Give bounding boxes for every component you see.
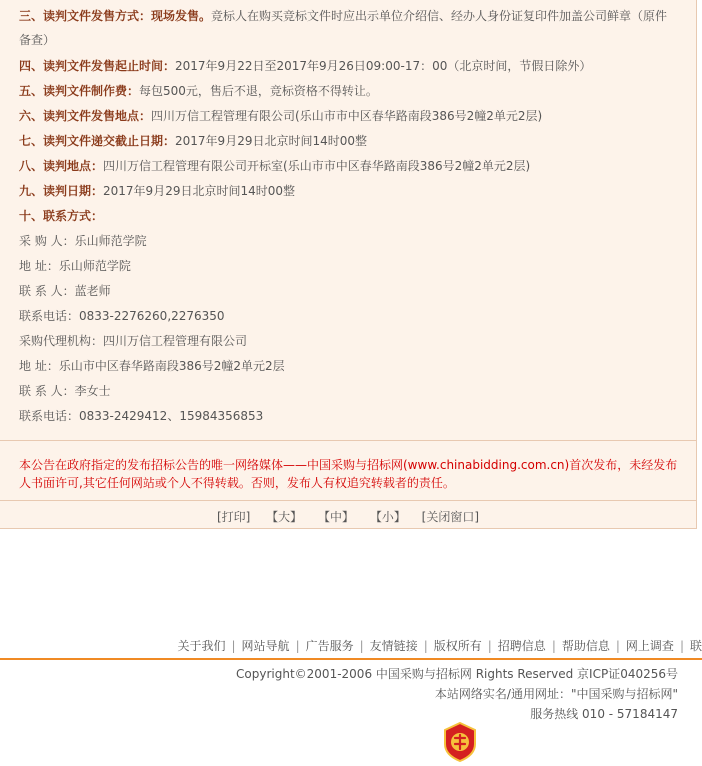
footer-nav	[177, 637, 702, 654]
footer-info	[236, 664, 678, 724]
section-4	[19, 58, 591, 74]
separator: |	[615, 639, 620, 653]
section-label: 七、读判文件递交截止日期：	[19, 134, 176, 148]
footer-link-contact[interactable]: 联	[689, 639, 702, 653]
section-value: 每包500元，售后不退，竞标资格不得转让。	[139, 84, 378, 98]
realname-text: 本站网络实名/通用网址："中国采购与招标网"	[434, 687, 678, 701]
section-label: 十、联系方式：	[19, 209, 104, 223]
section-7	[19, 133, 367, 149]
footer-link-about[interactable]: 关于我们	[177, 639, 226, 653]
contact-line: 采 购 人：乐山师范学院	[19, 234, 147, 248]
footer-link-help[interactable]: 帮助信息	[561, 639, 610, 653]
font-medium-link[interactable]: 【中】	[317, 510, 354, 524]
footer-link-copyright[interactable]: 版权所有	[433, 639, 482, 653]
footer-link-friends[interactable]: 友情链接	[369, 639, 418, 653]
contact-line: 采购代理机构：四川万信工程管理有限公司	[19, 334, 248, 348]
section-value: 四川万信工程管理有限公司开标室(乐山市市中区春华路南段386号2幢2单元2层)	[103, 159, 531, 173]
contact-line: 联 系 人：蓝老师	[19, 284, 111, 298]
section-5	[19, 83, 378, 99]
footer-divider	[0, 658, 702, 660]
separator: |	[679, 639, 684, 653]
section-value: 2017年9月29日北京时间14时00整	[175, 134, 367, 148]
font-small-link[interactable]: 【小】	[369, 510, 406, 524]
separator: |	[551, 639, 556, 653]
section-3	[19, 4, 677, 52]
copyright-text: Copyright©2001-2006 中国采购与招标网 Rights Reserved 京ICP证040256号	[236, 667, 678, 681]
section-label: 五、读判文件制作费：	[19, 84, 140, 98]
section-9	[19, 183, 295, 199]
print-link[interactable]: [打印]	[216, 510, 251, 524]
section-value: 2017年9月29日北京时间14时00整	[103, 184, 295, 198]
section-label: 三、读判文件发售方式：现场发售。	[19, 9, 212, 23]
section-label: 六、读判文件发售地点：	[19, 109, 152, 123]
contact-line: 联系电话：0833-2429412、15984356853	[19, 409, 264, 423]
footer-link-sitemap[interactable]: 网站导航	[241, 639, 290, 653]
divider	[0, 440, 696, 441]
separator: |	[487, 639, 492, 653]
contact-line: 联系电话：0833-2276260,2276350	[19, 309, 225, 323]
page-actions	[0, 508, 696, 525]
separator: |	[295, 639, 300, 653]
emblem-seal-icon	[442, 722, 478, 762]
contact-line: 地 址：乐山市中区春华路南段386号2幢2单元2层	[19, 359, 285, 373]
separator: |	[231, 639, 236, 653]
section-value: 竞标人在购买竞标文件时应出示单位介绍信、经办人身份证复印件加盖公司鲜章（原件备查）	[19, 9, 668, 47]
separator: |	[359, 639, 364, 653]
copyright-notice: 本公告在政府指定的发布招标公告的唯一网络媒体——中国采购与招标网(www.chinabidding.com.cn)首次发布，未经发布人书面许可,其它任何网站或个人不得转载。否则，发布人有权追究转载者的责任。	[19, 458, 678, 490]
section-label: 九、读判日期：	[19, 184, 104, 198]
divider	[0, 500, 696, 501]
footer-link-jobs[interactable]: 招聘信息	[497, 639, 546, 653]
section-8	[19, 158, 530, 174]
hotline-text: 服务热线 010 - 57184147	[530, 707, 678, 721]
contact-line: 地 址：乐山师范学院	[19, 259, 131, 273]
section-label: 四、读判文件发售起止时间：	[19, 59, 176, 73]
section-6	[19, 108, 542, 124]
section-10	[19, 208, 103, 224]
separator: |	[423, 639, 428, 653]
section-value: 四川万信工程管理有限公司(乐山市市中区春华路南段386号2幢2单元2层)	[151, 109, 543, 123]
close-window-link[interactable]: [关闭窗口]	[421, 510, 480, 524]
section-label: 八、读判地点：	[19, 159, 104, 173]
footer-link-survey[interactable]: 网上调查	[625, 639, 674, 653]
footer-link-ads[interactable]: 广告服务	[305, 639, 354, 653]
font-large-link[interactable]: 【大】	[266, 510, 303, 524]
contact-line: 联 系 人：李女士	[19, 384, 111, 398]
section-value: 2017年9月22日至2017年9月26日09:00-17：00（北京时间，节假日除外）	[175, 59, 592, 73]
